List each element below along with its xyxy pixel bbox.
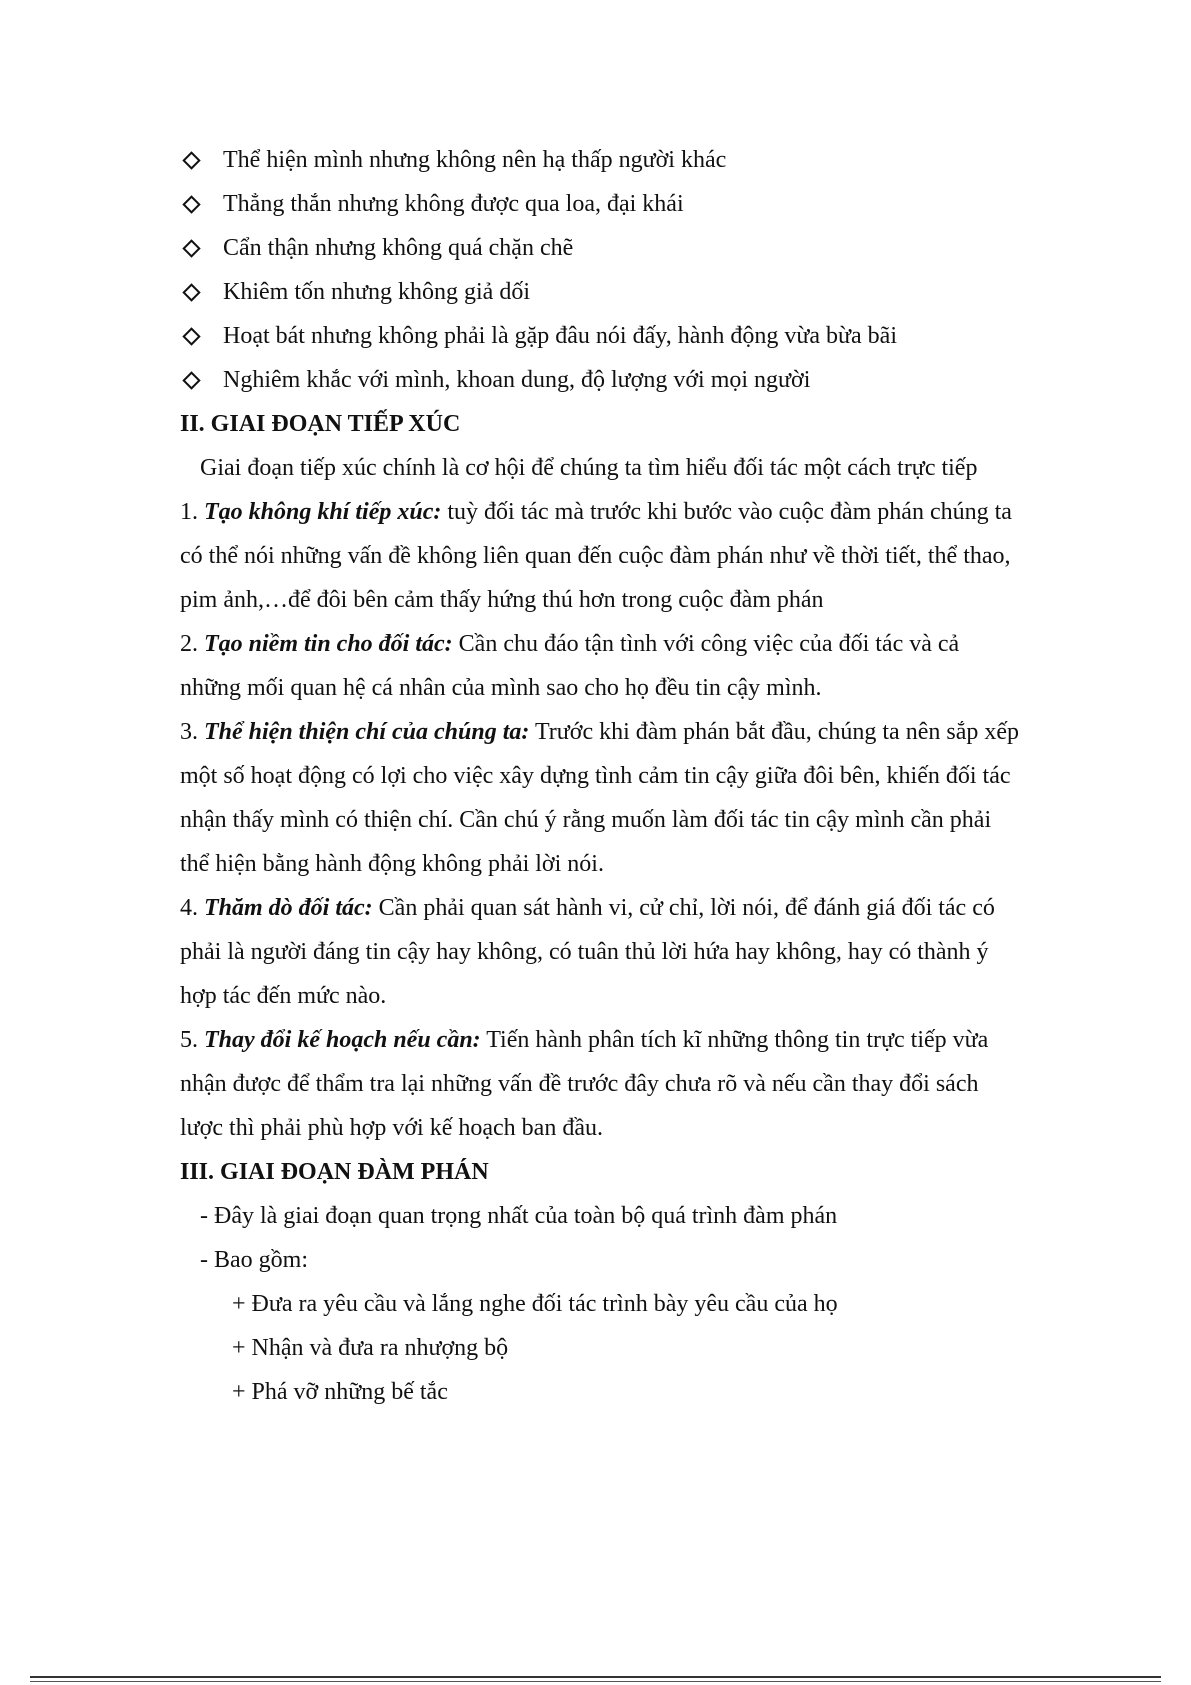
- diamond-bullet-icon: [182, 151, 200, 169]
- list-item: Cẩn thận nhưng không quá chặn chẽ: [180, 226, 1020, 270]
- numbered-item: 2. Tạo niềm tin cho đối tác: Cần chu đáo tận tình với công việc của đối tác và cả những mối quan hệ cá nhân của mình sao cho họ đều tin cậy mình.: [180, 631, 960, 701]
- section-heading-negotiation: III. GIAI ĐOẠN ĐÀM PHÁN: [180, 1159, 489, 1185]
- document-page: [180, 138, 1020, 1414]
- list-item: Khiêm tốn nhưng không giả dối: [180, 270, 1020, 314]
- section-heading-contact: II. GIAI ĐOẠN TIẾP XÚC: [180, 411, 461, 437]
- numbered-item: 4. Thăm dò đối tác: Cần phải quan sát hành vi, cử chỉ, lời nói, để đánh giá đối tác có phải là người đáng tin cậy hay không, có tuân thủ lời hứa hay không, hay có thành ý hợp tác đến mức nào.: [180, 895, 995, 1009]
- numbered-item: 5. Thay đổi kế hoạch nếu cần: Tiến hành phân tích kĩ những thông tin trực tiếp vừa nhận được để thẩm tra lại những vấn đề trước đây chưa rõ và nếu cần thay đổi sách lược thì phải phù hợp với kế hoạch ban đầu.: [180, 1027, 989, 1141]
- dash-item: - Bao gồm:: [200, 1247, 308, 1273]
- list-item: Nghiêm khắc với mình, khoan dung, độ lượng với mọi người: [180, 358, 1020, 402]
- sub-item: + Đưa ra yêu cầu và lắng nghe đối tác trình bày yêu cầu của họ: [232, 1291, 838, 1317]
- diamond-bullet-icon: [182, 283, 200, 301]
- item-term: Tạo niềm tin cho đối tác:: [204, 631, 453, 657]
- section-intro: Giai đoạn tiếp xúc chính là cơ hội để chúng ta tìm hiểu đối tác một cách trực tiếp: [200, 455, 978, 481]
- numbered-item: 3. Thể hiện thiện chí của chúng ta: Trước khi đàm phán bắt đầu, chúng ta nên sắp xếp một số hoạt động có lợi cho việc xây dựng tình cảm tin cậy giữa đôi bên, khiến đối tác nhận thấy mình có thiện chí. Cần chú ý rằng muốn làm đối tác tin cậy mình cần phải thể hiện bằng hành động không phải lời nói.: [180, 719, 1019, 877]
- bullet-list: [180, 138, 1020, 402]
- page-bottom-rule-thin: [30, 1681, 1161, 1682]
- sub-item: + Nhận và đưa ra nhượng bộ: [232, 1335, 509, 1361]
- diamond-bullet-icon: [182, 239, 200, 257]
- diamond-bullet-icon: [182, 195, 200, 213]
- sub-item: + Phá vỡ những bế tắc: [232, 1379, 448, 1405]
- list-item: Hoạt bát nhưng không phải là gặp đâu nói đấy, hành động vừa bừa bãi: [180, 314, 1020, 358]
- numbered-item: 1. Tạo không khí tiếp xúc: tuỳ đối tác mà trước khi bước vào cuộc đàm phán chúng ta có thể nói những vấn đề không liên quan đến cuộc đàm phán như về thời tiết, thể thao, pim ảnh,…để đôi bên cảm thấy hứng thú hơn trong cuộc đàm phán: [180, 499, 1012, 613]
- list-item: Thẳng thắn nhưng không được qua loa, đại khái: [180, 182, 1020, 226]
- item-term: Thăm dò đối tác:: [204, 895, 373, 921]
- item-term: Thay đổi kế hoạch nếu cần:: [204, 1027, 481, 1053]
- page-bottom-rule: [30, 1676, 1161, 1678]
- item-term: Tạo không khí tiếp xúc:: [204, 499, 442, 525]
- list-item: Thể hiện mình nhưng không nên hạ thấp người khác: [180, 138, 1020, 182]
- item-term: Thể hiện thiện chí của chúng ta:: [204, 719, 530, 745]
- diamond-bullet-icon: [182, 327, 200, 345]
- dash-item: - Đây là giai đoạn quan trọng nhất của toàn bộ quá trình đàm phán: [200, 1203, 838, 1229]
- diamond-bullet-icon: [182, 371, 200, 389]
